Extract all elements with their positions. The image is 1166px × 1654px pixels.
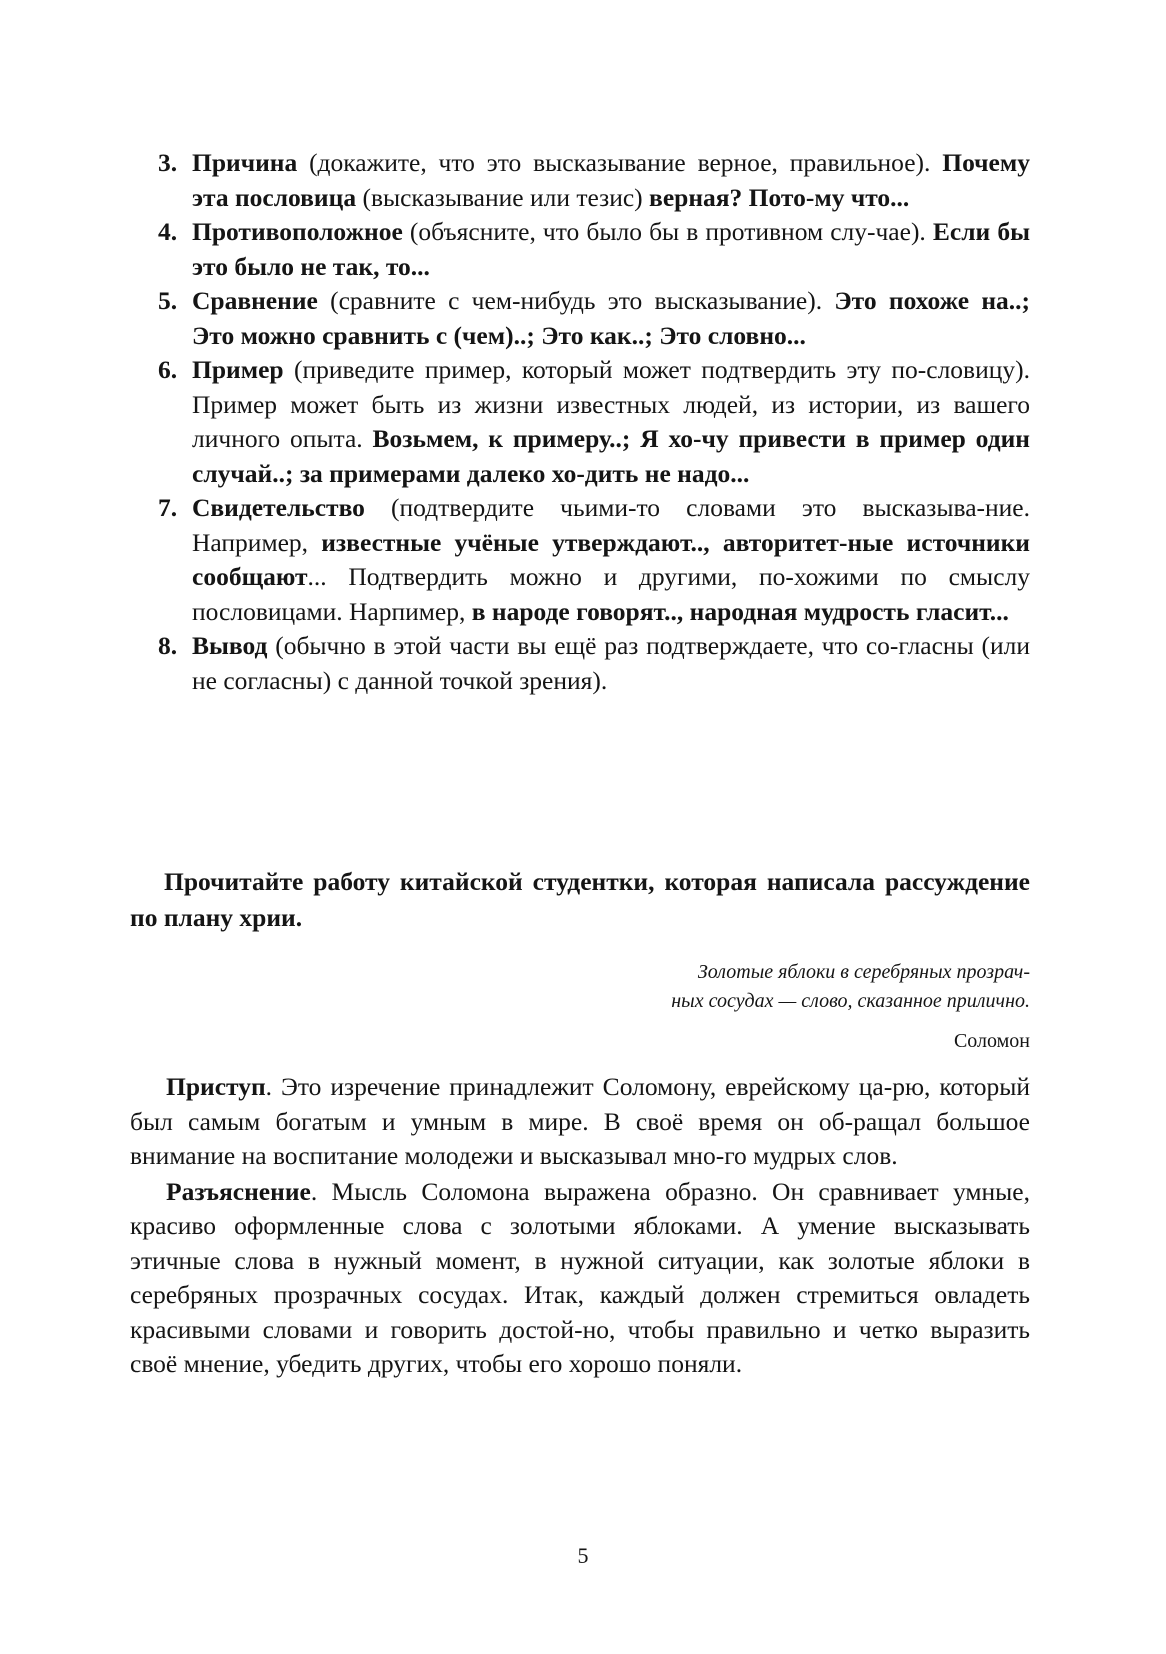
list-item (158, 215, 1030, 284)
list-item-number: 5. (158, 286, 178, 315)
epigraph-line: Золотые яблоки в серебряных прозрач- (697, 961, 1030, 983)
list-item-text: Сравнение (сравните с чем-нибудь это высказывание). Это похоже на..; Это можно сравнить с (чем)..; Это как..; Это словно... (192, 286, 1031, 350)
task-instruction: Прочитайте работу китайской студентки, которая написала рассуждение по плану хрии. (130, 867, 1030, 932)
list-item (158, 629, 1030, 698)
list-item-number: 3. (158, 148, 178, 177)
list-item-text: Пример (приведите пример, который может подтвердить эту по-словицу). Пример может быть из жизни известных людей, из истории, из вашего личного опыта. Возьмем, к примеру..; Я хо-чу привести в пример один случай..; за примерами далеко хо-дить не надо... (192, 355, 1030, 488)
paragraph-label: Приступ (166, 1072, 266, 1101)
paragraph-label: Разъяснение (166, 1176, 311, 1206)
list-item-number: 6. (158, 355, 178, 384)
epigraph-author: Соломон (953, 1030, 1030, 1052)
list-item-text: Причина (докажите, что это высказывание верное, правильное). Почему эта пословица (высказывание или тезис) верная? Пото-му что... (192, 148, 1030, 212)
list-item-text: Свидетельство (подтвердите чьими-то словами это высказыва-ние. Например, известные учёные утверждают.., авторитет-ные источники сообщают... Подтвердить можно и другими, по-хожими по смыслу пословицами. Нарпимер, в народе говорят.., народная мудрость гласит... (192, 493, 1030, 626)
list-item-number: 8. (158, 631, 178, 660)
list-item-text: Противоположное (объясните, что было бы в противном слу-чае). Если бы это было не так, то... (192, 217, 1030, 281)
essay-text (130, 1070, 1030, 1383)
page-number: 5 (577, 1543, 589, 1568)
list-item-number: 4. (158, 217, 178, 246)
list-item (158, 491, 1030, 629)
list-item-number: 7. (158, 493, 178, 522)
chria-plan-list (158, 146, 1030, 698)
list-item (158, 146, 1030, 215)
epigraph-line: ных сосудах — слово, сказанное прилично. (671, 990, 1030, 1012)
list-item (158, 353, 1030, 491)
essay-paragraph: Разъяснение. Мысль Соломона выражена образно. Он сравнивает умные, красиво оформленные слова с золотыми яблоками. А умение высказывать этичные слова в нужный момент, в нужной ситуации, как золотые яблоки в серебряных прозрачных сосудах. Итак, каждый должен стремиться овладеть красивыми словами и говорить достой-но, чтобы правильно и четко выразить своё мнение, убедить других, чтобы его хорошо поняли. (130, 1176, 1030, 1378)
list-item (158, 284, 1030, 353)
list-item-text: Вывод (обычно в этой части вы ещё раз подтверждаете, что со-гласны (или не согласны) с данной точкой зрения). (192, 631, 1030, 695)
epigraph (560, 958, 1030, 1016)
essay-paragraph: Приступ. Это изречение принадлежит Соломону, еврейскому ца-рю, который был самым богатым и умным в мире. В своё время он об-ращал большое внимание на воспитание молодежи и высказывал мно-го мудрых слов. (130, 1072, 1030, 1170)
